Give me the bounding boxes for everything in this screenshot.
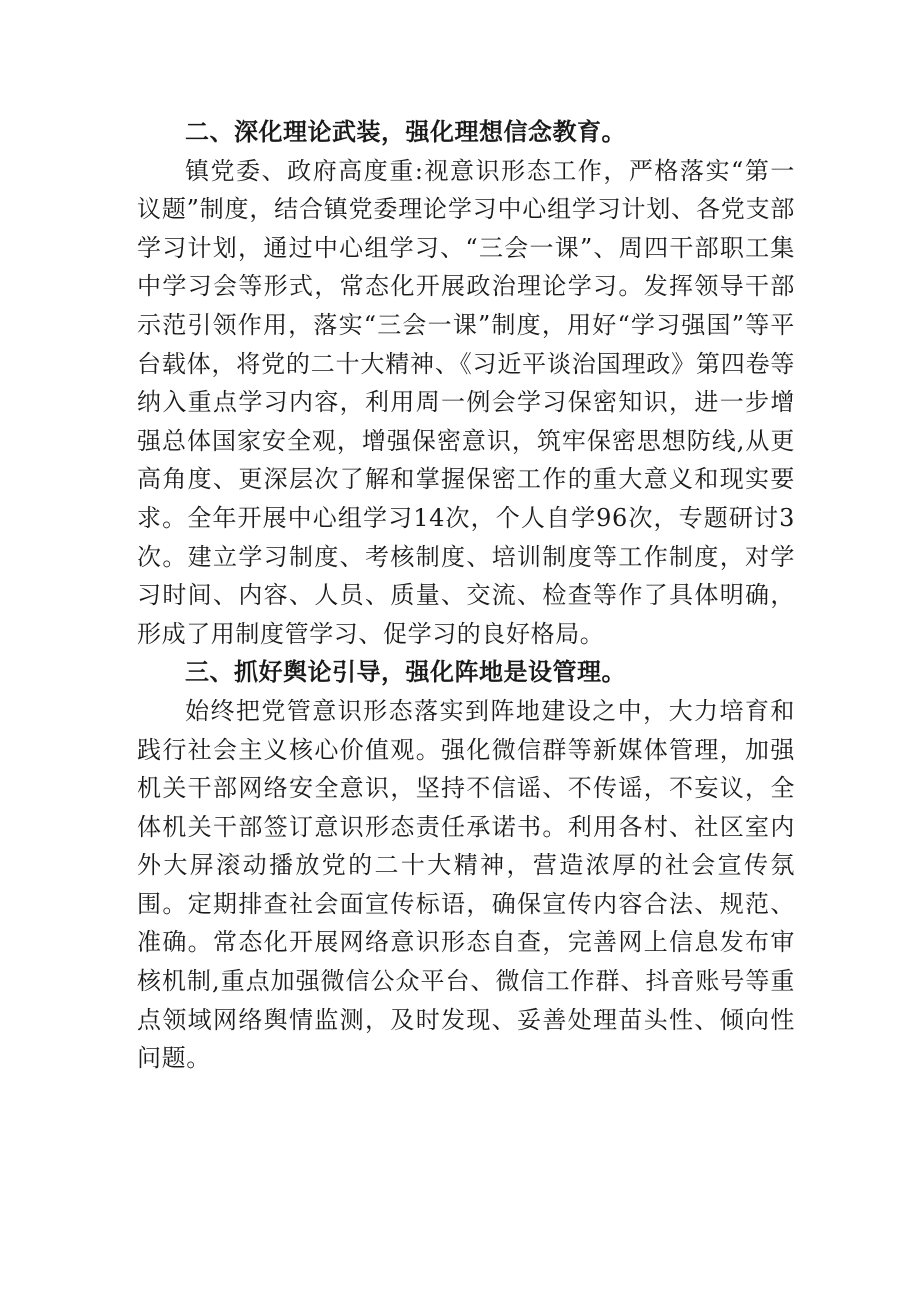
document-body	[137, 113, 795, 1078]
section-heading-2: 二、深化理论武装，强化理想信念教育。	[185, 118, 626, 146]
section-heading-3: 三、抓好舆论引导，强化阵地是设管理。	[185, 658, 626, 687]
section-paragraph-2: 镇党委、政府高度重:视意识形态工作，严格落实“第一议题”制度，结合镇党委理论学习中心组学习计划、各党支部学习计划，通过中心组学习、“三会一课”、周四干部职工集中学习会等形式，常态化开展政治理论学习。发挥领导干部示范引领作用，落实“三会一课”制度，用好“学习强国”等平台载体，将党的二十大精神、《习近平谈治国理政》第四卷等纳入重点学习内容，利用周一例会学习保密知识，进一步增强总体国家安全观，增强保密意识，筑牢保密思想防线,从更高角度、更深层次了解和掌握保密工作的重大意义和现实要求。全年开展中心组学习14次，个人自学96次，专题研讨3次。建立学习制度、考核制度、培训制度等工作制度，对学习时间、内容、人员、质量、交流、检查等作了具体明确，形成了用制度管学习、促学习的良好格局。	[137, 156, 795, 648]
section-paragraph-3: 始终把党管意识形态落实到阵地建设之中，大力培育和践行社会主义核心价值观。强化微信群等新媒体管理，加强机关干部网络安全意识，坚持不信谣、不传谣，不妄议，全体机关干部签订意识形态责任承诺书。利用各村、社区室内外大屏滚动播放党的二十大精神，营造浓厚的社会宣传氛围。定期排查社会面宣传标语，确保宣传内容合法、规范、准确。常态化开展网络意识形态自查，完善网上信息发布审核机制,重点加强微信公众平台、微信工作群、抖音账号等重点领域网络舆情监测，及时发现、妥善处理苗头性、倾向性问题。	[137, 696, 795, 1073]
